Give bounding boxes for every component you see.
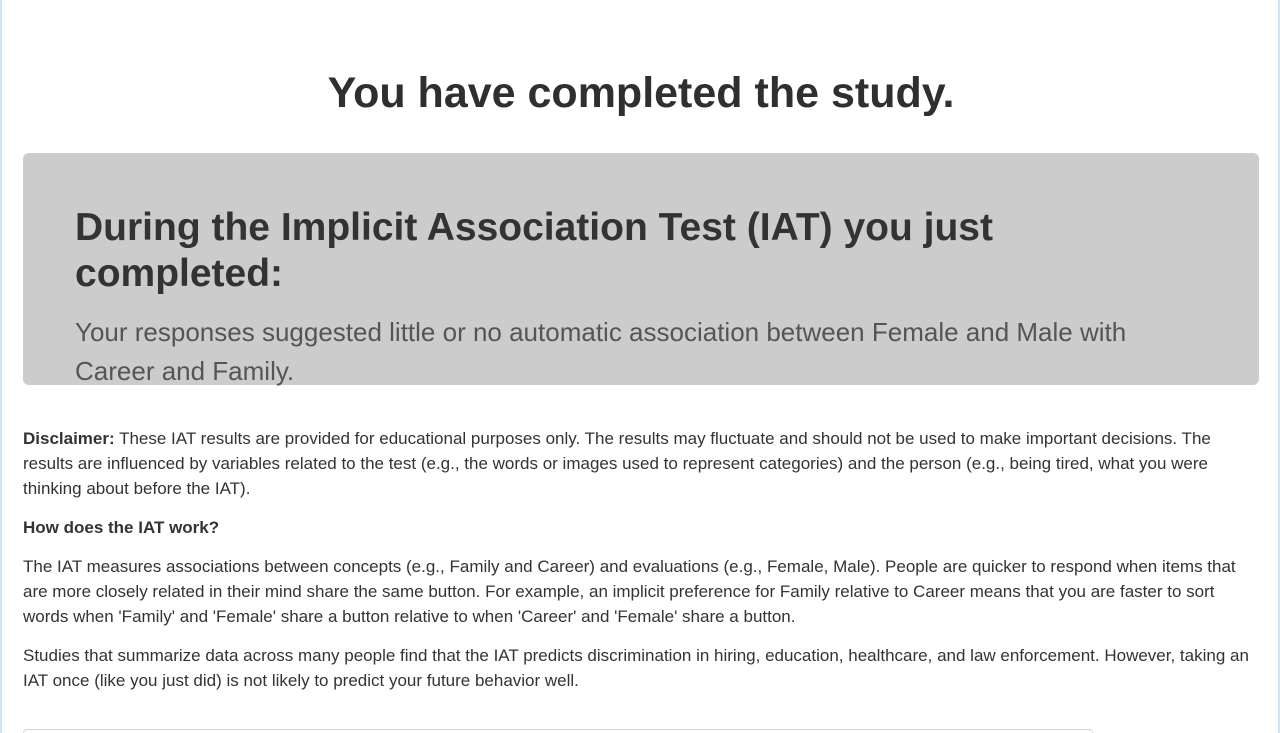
explanation-section bbox=[23, 426, 1259, 707]
how-it-works-paragraph-1: The IAT measures associations between concepts (e.g., Family and Career) and evaluations (e.g., Female, Male). People are quicker to respond when items that are more closely related in their mind share the same button. For example, an implicit preference for Family relative to Career means that you are faster to sort words when 'Family' and 'Female' share a button relative to when 'Career' and 'Female' share a button. bbox=[23, 557, 1236, 626]
iat-result-panel bbox=[23, 153, 1259, 385]
disclaimer-text: These IAT results are provided for educational purposes only. The results may fluctuate and should not be used to make important decisions. The results are influenced by variables related to the test (e.g., the words or images used to represent categories) and the person (e.g., being tired, what you were thinking about before the IAT). bbox=[23, 429, 1211, 498]
result-heading: During the Implicit Association Test (IAT) you just completed: bbox=[75, 206, 993, 295]
next-panel bbox=[23, 729, 1093, 733]
window-frame-left bbox=[0, 0, 2, 733]
result-summary: Your responses suggested little or no automatic association between Female and Male with Career and Family. bbox=[75, 317, 1127, 386]
disclaimer-label: Disclaimer: bbox=[23, 429, 115, 448]
disclaimer-paragraph bbox=[23, 426, 1259, 501]
how-it-works-paragraph-2: Studies that summarize data across many people find that the IAT predicts discrimination in hiring, education, healthcare, and law enforcement. However, taking an IAT once (like you just did) is not likely to predict your future behavior well. bbox=[23, 646, 1249, 690]
how-it-works-heading: How does the IAT work? bbox=[23, 518, 220, 537]
page-title: You have completed the study. bbox=[327, 69, 955, 117]
